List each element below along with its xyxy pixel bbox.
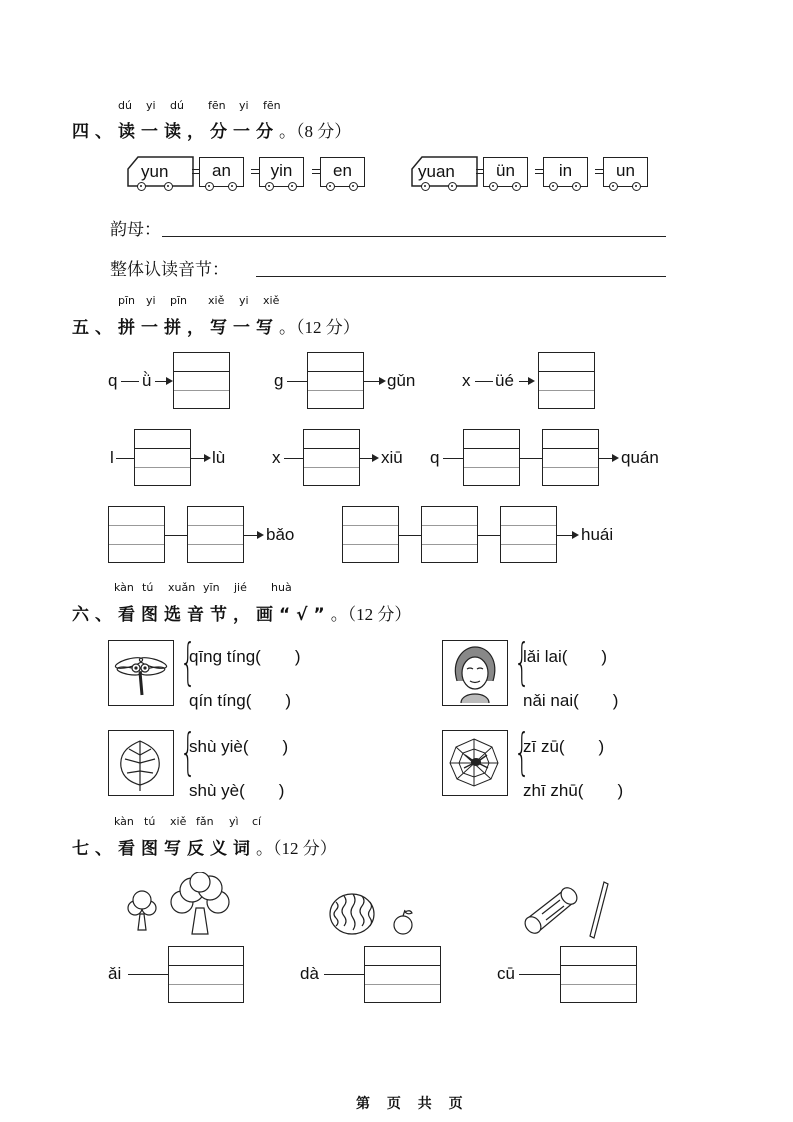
spell-result: bǎo	[266, 525, 295, 544]
connector	[116, 458, 134, 459]
pinyin: yi	[239, 99, 249, 112]
pinyin: yi	[146, 294, 156, 307]
pinyin: yi	[146, 99, 156, 112]
option[interactable]: qín tíng( )	[189, 691, 292, 710]
wheel-icon	[288, 182, 297, 191]
connector	[191, 458, 205, 459]
wheel-icon	[489, 182, 498, 191]
pinyin: yì	[229, 815, 239, 828]
option[interactable]: shù yiè( )	[189, 737, 289, 756]
trees-icon	[124, 872, 240, 938]
option[interactable]: zhī zhū( )	[523, 781, 624, 800]
section-title: 六、看图选音节，画“√”。（12 分）	[72, 605, 412, 625]
dragonfly-icon	[109, 641, 172, 704]
wheel-icon	[572, 182, 581, 191]
wheel-icon	[421, 182, 430, 191]
writing-box[interactable]	[303, 429, 360, 486]
arrow-icon	[528, 377, 535, 385]
antonym-prompt: dà	[300, 964, 319, 983]
connector	[443, 458, 463, 459]
pinyin: xiě	[170, 815, 187, 828]
connector	[324, 974, 364, 975]
writing-box[interactable]	[538, 352, 595, 409]
connector	[165, 535, 187, 536]
wheel-icon	[205, 182, 214, 191]
connector	[519, 974, 560, 975]
brace: {	[180, 633, 196, 691]
spell-initial: x	[462, 371, 471, 390]
antonym-prompt: ǎi	[108, 964, 122, 983]
spell-result: gǔn	[387, 371, 416, 390]
pinyin: pīn	[118, 294, 136, 307]
pinyin: tú	[144, 815, 156, 828]
pinyin: fēn	[263, 99, 281, 112]
train-car: yin	[259, 157, 304, 187]
arrow-icon	[379, 377, 386, 385]
coupler	[312, 169, 320, 174]
wheel-icon	[609, 182, 618, 191]
writing-box[interactable]	[187, 506, 244, 563]
wheel-icon	[164, 182, 173, 191]
pinyin: fǎn	[196, 815, 214, 828]
picture-box	[442, 640, 508, 706]
train-car: en	[320, 157, 365, 187]
answer-line-yunmu[interactable]	[162, 236, 666, 237]
brace: {	[180, 723, 196, 781]
coupler	[595, 169, 603, 174]
pinyin: fēn	[208, 99, 226, 112]
connector	[364, 381, 380, 382]
option[interactable]: lǎi lai( )	[523, 647, 608, 666]
spell-final: ǜ	[142, 371, 152, 390]
pinyin: kàn	[114, 815, 134, 828]
coupler	[476, 169, 484, 174]
spell-initial: q	[430, 448, 440, 467]
connector	[557, 535, 573, 536]
writing-box[interactable]	[342, 506, 399, 563]
writing-box[interactable]	[463, 429, 520, 486]
grandma-icon	[443, 641, 506, 704]
pinyin: jié	[234, 581, 247, 594]
connector	[287, 381, 307, 382]
wheel-icon	[512, 182, 521, 191]
spell-final: üé	[495, 371, 514, 390]
pinyin: yi	[239, 294, 249, 307]
picture-box	[108, 640, 174, 706]
spell-result: lù	[212, 448, 226, 467]
picture-box	[442, 730, 508, 796]
pinyin: yīn	[203, 581, 220, 594]
connector	[121, 381, 139, 382]
wheel-icon	[349, 182, 358, 191]
spell-initial: q	[108, 371, 118, 390]
arrow-icon	[612, 454, 619, 462]
watermelon-apple-icon	[326, 890, 418, 938]
wheel-icon	[549, 182, 558, 191]
train-car: ün	[483, 157, 528, 187]
connector	[244, 535, 258, 536]
pinyin: xuǎn	[168, 581, 196, 594]
spell-result: xiū	[381, 448, 403, 467]
pinyin: pīn	[170, 294, 188, 307]
pinyin: dú	[170, 99, 184, 112]
section-title: 四、读一读，分一分。（8 分）	[72, 122, 352, 142]
connector	[399, 535, 421, 536]
train-car: in	[543, 157, 588, 187]
connector	[478, 535, 500, 536]
train-car-label: yuan	[418, 162, 455, 181]
wheel-icon	[265, 182, 274, 191]
pinyin: huà	[271, 581, 292, 594]
connector	[128, 974, 168, 975]
coupler	[192, 169, 200, 174]
wheel-icon	[448, 182, 457, 191]
writing-box[interactable]	[307, 352, 364, 409]
page-footer: 第 页 共 页	[356, 1096, 469, 1112]
label-zhengti: 整体认读音节：	[110, 260, 229, 280]
pinyin: kàn	[114, 581, 134, 594]
coupler	[535, 169, 543, 174]
spell-result: quán	[621, 448, 659, 467]
train-car: un	[603, 157, 648, 187]
coupler	[251, 169, 259, 174]
writing-box[interactable]	[168, 946, 244, 1003]
option[interactable]: qīng tíng( )	[189, 647, 301, 666]
spell-initial: x	[272, 448, 281, 467]
wheel-icon	[326, 182, 335, 191]
spell-result: huái	[581, 525, 614, 544]
brace: {	[514, 633, 530, 691]
section-title: 五、拼一拼，写一写。（12 分）	[72, 318, 360, 338]
writing-box[interactable]	[134, 429, 191, 486]
pinyin: dú	[118, 99, 132, 112]
option[interactable]: shù yè( )	[189, 781, 285, 800]
option[interactable]: zī zū( )	[523, 737, 605, 756]
arrow-icon	[257, 531, 264, 539]
writing-box[interactable]	[173, 352, 230, 409]
writing-box[interactable]	[421, 506, 478, 563]
spider-icon	[443, 731, 506, 794]
leaf-icon	[109, 731, 172, 794]
train-car: an	[199, 157, 244, 187]
antonym-prompt: cū	[497, 964, 515, 983]
wheel-icon	[228, 182, 237, 191]
answer-line-zhengti[interactable]	[256, 276, 666, 277]
wheel-icon	[632, 182, 641, 191]
spell-initial: l	[110, 448, 114, 467]
train-car-label: yun	[141, 162, 169, 181]
wheel-icon	[137, 182, 146, 191]
spell-initial: g	[274, 371, 284, 390]
picture-box	[108, 730, 174, 796]
brace: {	[514, 723, 530, 781]
arrow-icon	[204, 454, 211, 462]
pinyin: tú	[142, 581, 154, 594]
writing-box[interactable]	[542, 429, 599, 486]
writing-box[interactable]	[500, 506, 557, 563]
connector	[599, 458, 613, 459]
writing-box[interactable]	[364, 946, 441, 1003]
connector	[475, 381, 493, 382]
log-stick-icon	[520, 880, 616, 940]
option[interactable]: nǎi nai( )	[523, 691, 619, 710]
pinyin: cí	[252, 815, 262, 828]
connector	[284, 458, 303, 459]
writing-box[interactable]	[560, 946, 637, 1003]
arrow-icon	[572, 531, 579, 539]
pinyin: xiě	[263, 294, 280, 307]
label-yunmu: 韵母：	[110, 220, 161, 240]
arrow-icon	[166, 377, 173, 385]
pinyin: xiě	[208, 294, 225, 307]
writing-box[interactable]	[108, 506, 165, 563]
section-title: 七、看图写反义词。（12 分）	[72, 839, 337, 859]
arrow-icon	[372, 454, 379, 462]
connector	[520, 458, 542, 459]
